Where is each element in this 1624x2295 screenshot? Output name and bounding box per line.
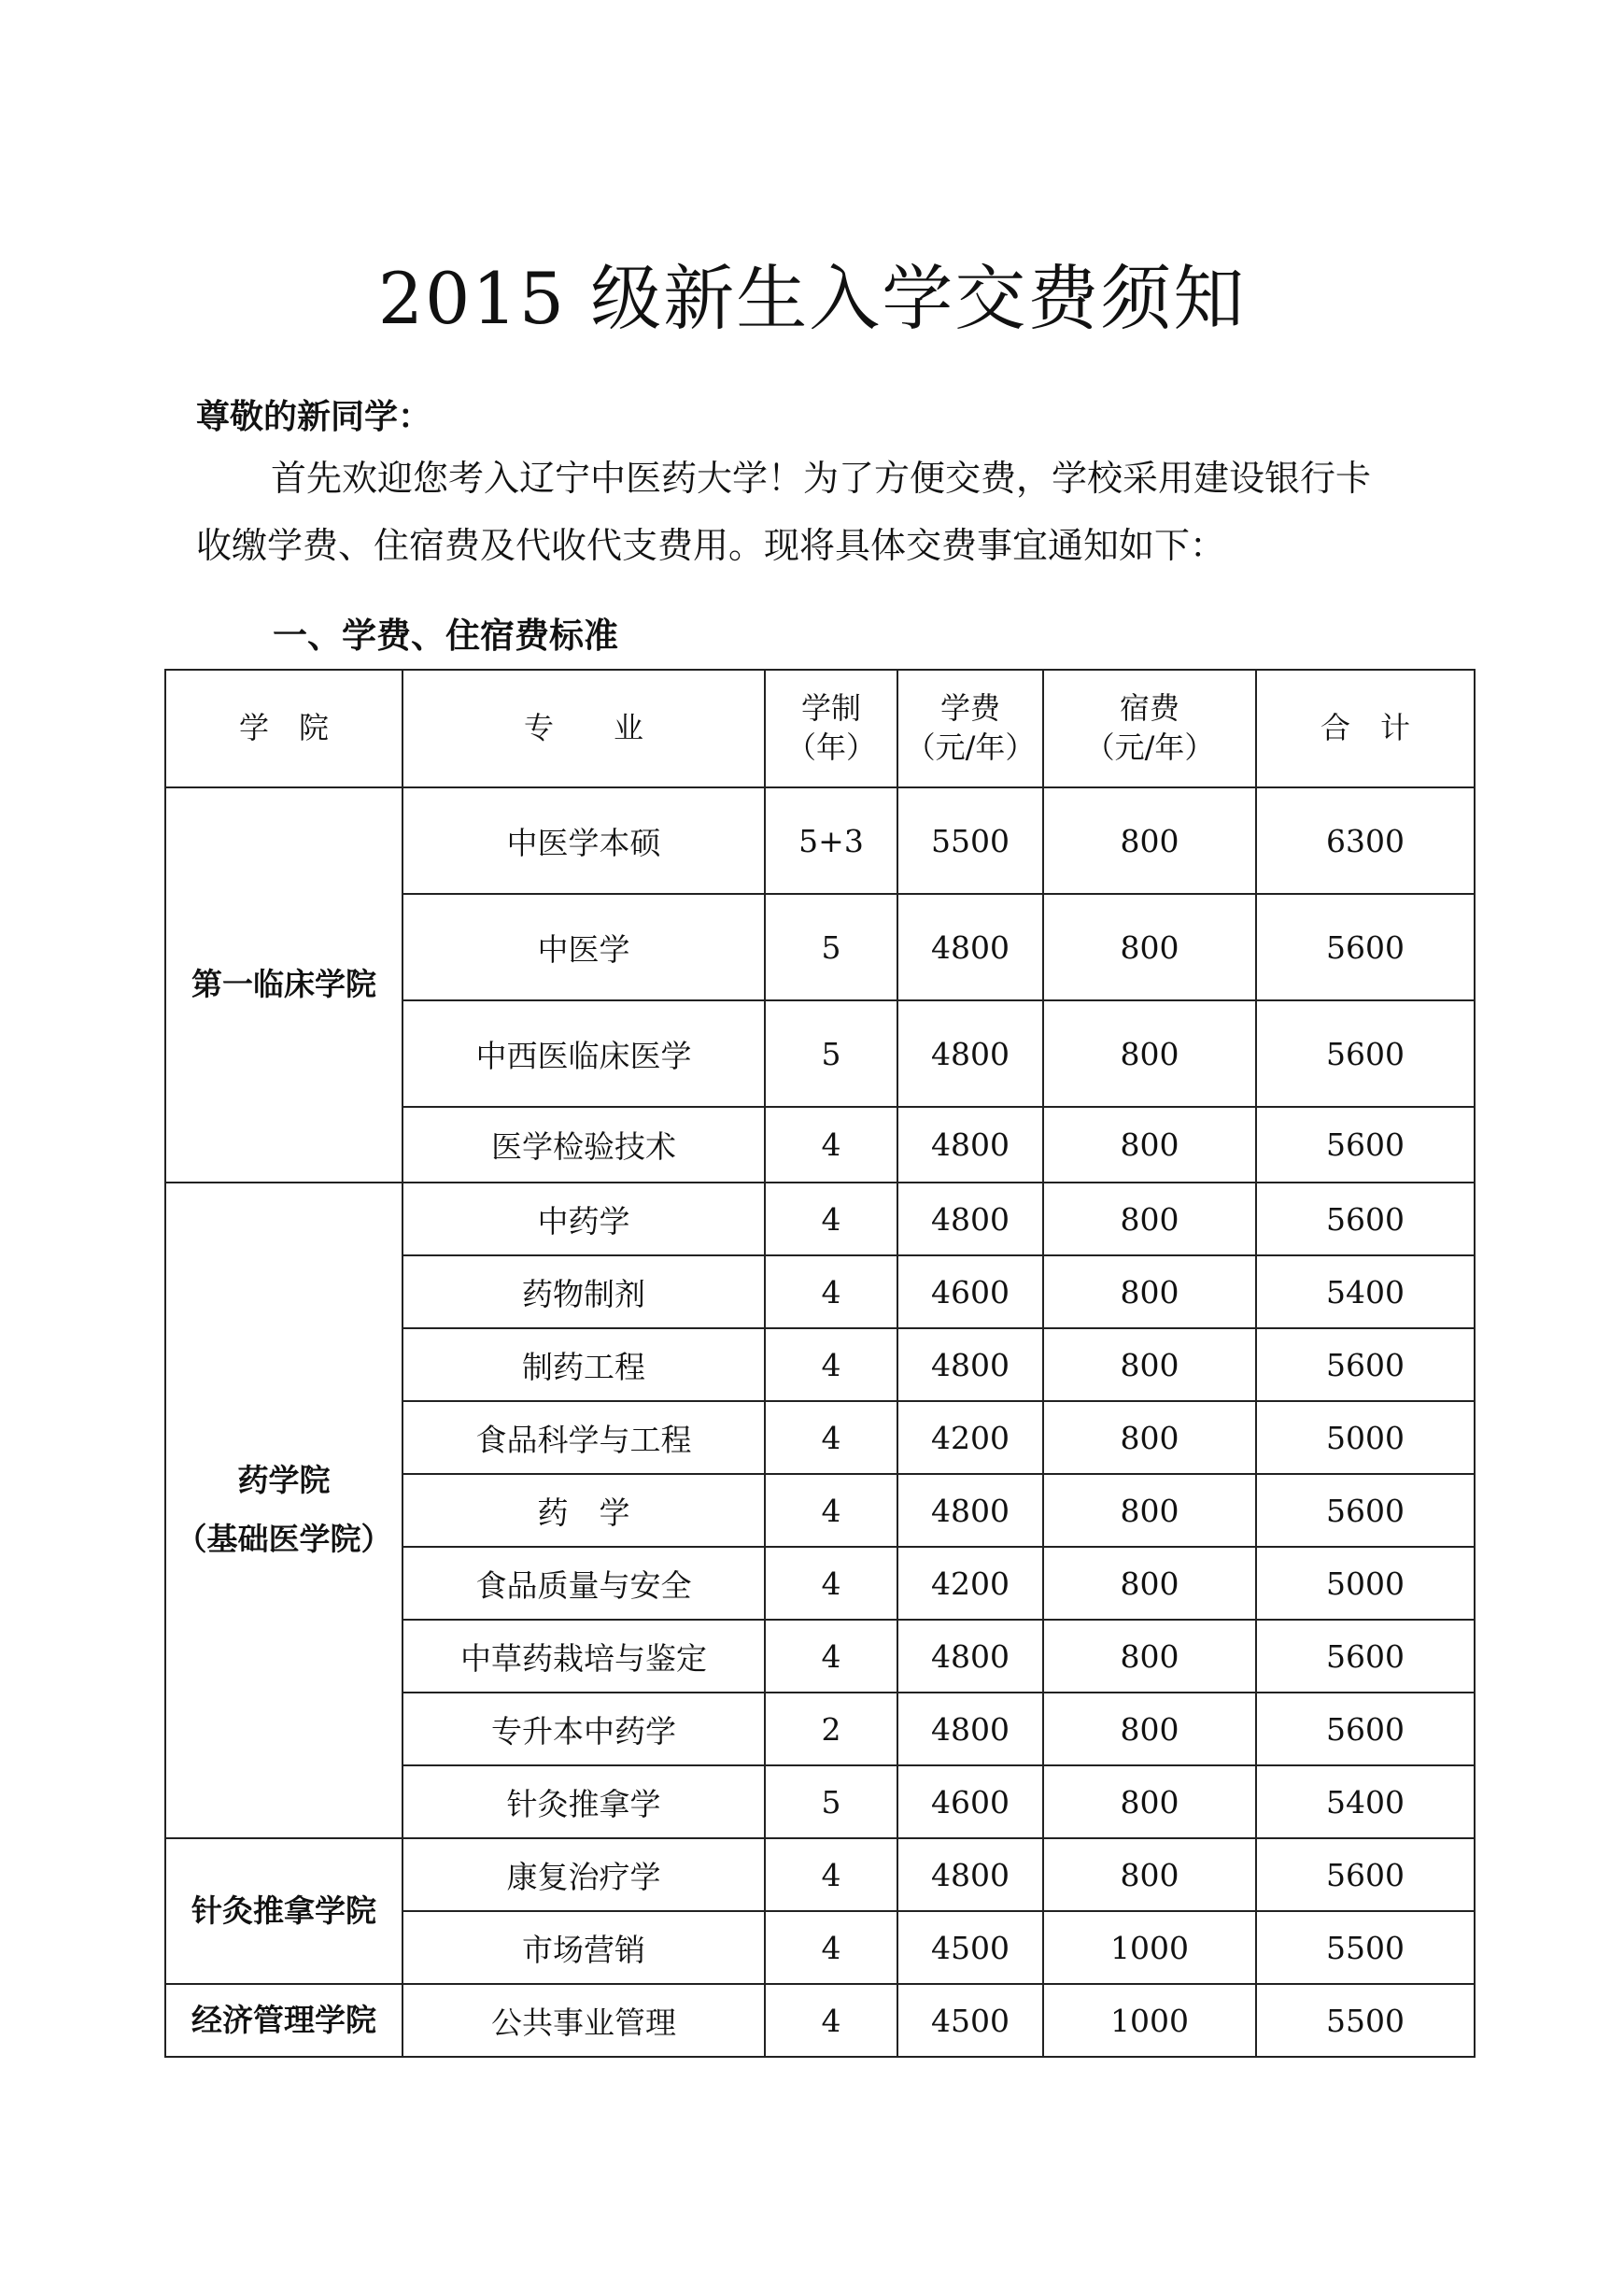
total-cell: 6300 [1256,787,1475,894]
intro-paragraph-line-1: 首先欢迎您考入辽宁中医药大学！为了方便交费，学校采用建设银行卡 [271,458,1372,499]
years-cell: 4 [765,1401,897,1474]
major-cell: 康复治疗学 [402,1838,765,1911]
years-cell: 5 [765,1000,897,1107]
tuition-cell: 4800 [897,1000,1043,1107]
years-cell: 5 [765,894,897,1000]
major-cell: 中西医临床医学 [402,1000,765,1107]
dorm-cell: 800 [1043,1183,1256,1255]
header-tuition-line-2: （元/年） [905,730,1036,765]
total-cell: 5600 [1256,894,1475,1000]
years-cell: 4 [765,1183,897,1255]
dorm-cell: 800 [1043,1107,1256,1183]
major-cell: 中医学本硕 [402,787,765,894]
tuition-cell: 4600 [897,1255,1043,1328]
total-cell: 5400 [1256,1765,1475,1838]
header-years [765,670,897,787]
total-cell: 5600 [1256,1107,1475,1183]
dorm-cell: 1000 [1043,1911,1256,1984]
total-cell: 5600 [1256,1693,1475,1765]
dorm-cell: 800 [1043,1255,1256,1328]
college-name: 经济管理学院 [191,2001,376,2038]
years-cell: 4 [765,1255,897,1328]
major-cell: 药物制剂 [402,1255,765,1328]
table-row [165,1183,1475,1255]
table-row [165,787,1475,894]
years-cell: 2 [765,1693,897,1765]
header-tuition [897,670,1043,787]
total-cell: 5600 [1256,1183,1475,1255]
table-row [165,1984,1475,2057]
years-cell: 4 [765,1838,897,1911]
total-cell: 5000 [1256,1547,1475,1620]
college-name: 药学院 [237,1462,331,1499]
college-cell [165,787,402,1183]
header-years-line-2: （年） [785,730,876,765]
tuition-cell: 4500 [897,1911,1043,1984]
total-cell: 5600 [1256,1328,1475,1401]
years-cell: 4 [765,1984,897,2057]
dorm-cell: 800 [1043,1328,1256,1401]
tuition-cell: 4200 [897,1547,1043,1620]
years-cell: 4 [765,1328,897,1401]
years-cell: 4 [765,1107,897,1183]
dorm-cell: 800 [1043,1838,1256,1911]
years-cell: 4 [765,1911,897,1984]
dorm-cell: 800 [1043,1000,1256,1107]
major-cell: 市场营销 [402,1911,765,1984]
major-cell: 制药工程 [402,1328,765,1401]
dorm-cell: 800 [1043,1401,1256,1474]
total-cell: 5600 [1256,1838,1475,1911]
tuition-cell: 4800 [897,1107,1043,1183]
table-row [165,1838,1475,1911]
header-years-line-1: 学制 [800,690,861,727]
major-cell: 针灸推拿学 [402,1765,765,1838]
dorm-cell: 800 [1043,894,1256,1000]
major-cell: 中医学 [402,894,765,1000]
greeting: 尊敬的新同学： [196,398,432,436]
section-heading: 一、学费、住宿费标准 [273,616,618,656]
dorm-cell: 800 [1043,787,1256,894]
tuition-cell: 4800 [897,1474,1043,1547]
years-cell: 4 [765,1474,897,1547]
years-cell: 4 [765,1620,897,1693]
college-cell [165,1838,402,1984]
total-cell: 5600 [1256,1000,1475,1107]
tuition-cell: 4200 [897,1401,1043,1474]
tuition-cell: 4600 [897,1765,1043,1838]
intro-paragraph-line-2: 收缴学费、住宿费及代收代支费用。现将具体交费事宜通知如下： [196,525,1226,566]
dorm-cell: 1000 [1043,1984,1256,2057]
major-cell: 食品科学与工程 [402,1401,765,1474]
years-cell: 4 [765,1547,897,1620]
tuition-cell: 4800 [897,1328,1043,1401]
major-cell: 公共事业管理 [402,1984,765,2057]
college-name: 针灸推拿学院 [191,1891,376,1929]
dorm-cell: 800 [1043,1620,1256,1693]
years-cell: 5+3 [765,787,897,894]
total-cell: 5500 [1256,1984,1475,2057]
total-cell: 5500 [1256,1911,1475,1984]
table-header-row [165,670,1475,787]
header-dorm [1043,670,1256,787]
document-title: 2015 级新生入学交费须知 [377,257,1247,340]
header-dorm-line-2: （元/年） [1084,730,1215,765]
header-tuition-line-1: 学费 [939,690,1000,727]
header-college: 学 院 [165,670,402,787]
tuition-cell: 4800 [897,1620,1043,1693]
major-cell: 食品质量与安全 [402,1547,765,1620]
header-dorm-line-1: 宿费 [1119,690,1179,727]
tuition-cell: 4800 [897,1693,1043,1765]
dorm-cell: 800 [1043,1474,1256,1547]
total-cell: 5600 [1256,1620,1475,1693]
tuition-cell: 4800 [897,894,1043,1000]
tuition-cell: 4800 [897,1838,1043,1911]
major-cell: 医学检验技术 [402,1107,765,1183]
header-total: 合 计 [1256,670,1475,787]
major-cell: 药 学 [402,1474,765,1547]
fee-table [164,669,1476,2058]
header-major: 专 业 [402,670,765,787]
years-cell: 5 [765,1765,897,1838]
college-cell [165,1183,402,1838]
total-cell: 5600 [1256,1474,1475,1547]
major-cell: 中草药栽培与鉴定 [402,1620,765,1693]
dorm-cell: 800 [1043,1693,1256,1765]
major-cell: 专升本中药学 [402,1693,765,1765]
tuition-cell: 4800 [897,1183,1043,1255]
tuition-cell: 4500 [897,1984,1043,2057]
college-name: 第一临床学院 [191,966,376,1003]
dorm-cell: 800 [1043,1765,1256,1838]
tuition-cell: 5500 [897,787,1043,894]
total-cell: 5400 [1256,1255,1475,1328]
total-cell: 5000 [1256,1401,1475,1474]
college-cell [165,1984,402,2057]
college-name-line-2: （基础医学院） [176,1521,392,1557]
dorm-cell: 800 [1043,1547,1256,1620]
major-cell: 中药学 [402,1183,765,1255]
